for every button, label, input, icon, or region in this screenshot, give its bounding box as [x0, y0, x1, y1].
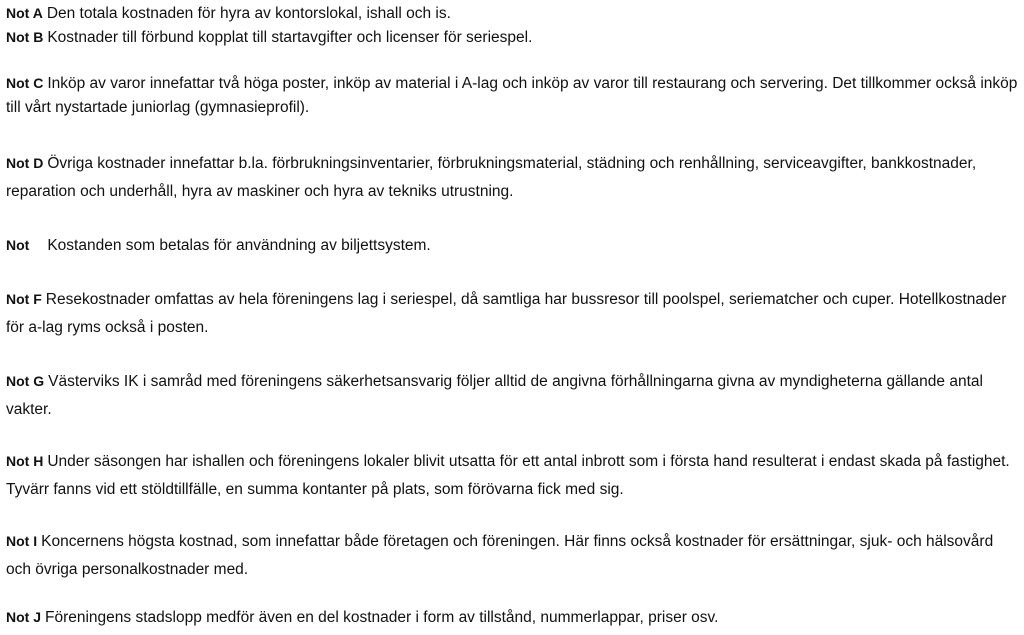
note-label: Not — [6, 237, 30, 253]
note-c — [6, 71, 1020, 120]
note-label: Not I — [6, 533, 38, 549]
note-a — [6, 1, 451, 26]
note-h — [6, 447, 1020, 504]
note-label: Not C — [6, 75, 44, 91]
note-text: Inköp av varor innefattar två höga poster, inköp av material i A-lag och inköp av varor till restaurang och servering. Det tillkommer också inköp till vårt nystartade juniorlag (gymnasieprofil). — [6, 75, 1018, 116]
note-text: Västerviks IK i samråd med föreningens säkerhetsansvarig följer alltid de angivna förhållningarna givna av myndigheterna gällande antal vakter. — [6, 373, 983, 418]
note-d — [6, 149, 1020, 206]
note-label: Not D — [6, 155, 44, 171]
note-text: Under säsongen har ishallen och föreningens lokaler blivit utsatta för ett antal inbrott som i första hand resulterat i endast skada på fastighet. Tyvärr fanns vid ett stöldtillfälle, en summa kontanter på plats, som förövarna fick med sig. — [6, 453, 1010, 498]
note-label: Not A — [6, 5, 43, 21]
note-e — [6, 233, 431, 258]
note-text: Kostnader till förbund kopplat till startavgifter och licenser för seriespel. — [47, 29, 533, 46]
note-j — [6, 605, 718, 630]
note-text: Övriga kostnader innefattar b.la. förbrukningsinventarier, förbrukningsmaterial, städning och renhållning, serviceavgifter, bankkostnader, reparation och underhåll, hyra av maskiner och hyra av tekniks utrustning. — [6, 155, 977, 200]
note-text: Resekostnader omfattas av hela föreningens lag i seriespel, då samtliga har bussresor till poolspel, seriematcher och cuper. Hotellkostnader för a-lag ryms också i posten. — [6, 291, 1007, 336]
note-text: Föreningens stadslopp medför även en del kostnader i form av tillstånd, nummerlappar, priser osv. — [45, 609, 719, 626]
note-label: Not B — [6, 29, 44, 45]
note-b — [6, 25, 532, 50]
note-label: Not J — [6, 609, 41, 625]
note-i — [6, 527, 1020, 584]
note-label: Not G — [6, 373, 45, 389]
note-label: Not H — [6, 453, 44, 469]
note-text: Koncernens högsta kostnad, som innefattar både företagen och föreningen. Här finns också kostnader för ersättningar, sjuk- och hälsovård och övriga personalkostnader med. — [6, 533, 994, 578]
note-text: Den totala kostnaden för hyra av kontorslokal, ishall och is. — [46, 5, 451, 22]
note-label: Not F — [6, 291, 42, 307]
note-g — [6, 367, 1020, 424]
note-f — [6, 285, 1020, 342]
note-text: Kostanden som betalas för användning av biljettsystem. — [47, 237, 431, 254]
